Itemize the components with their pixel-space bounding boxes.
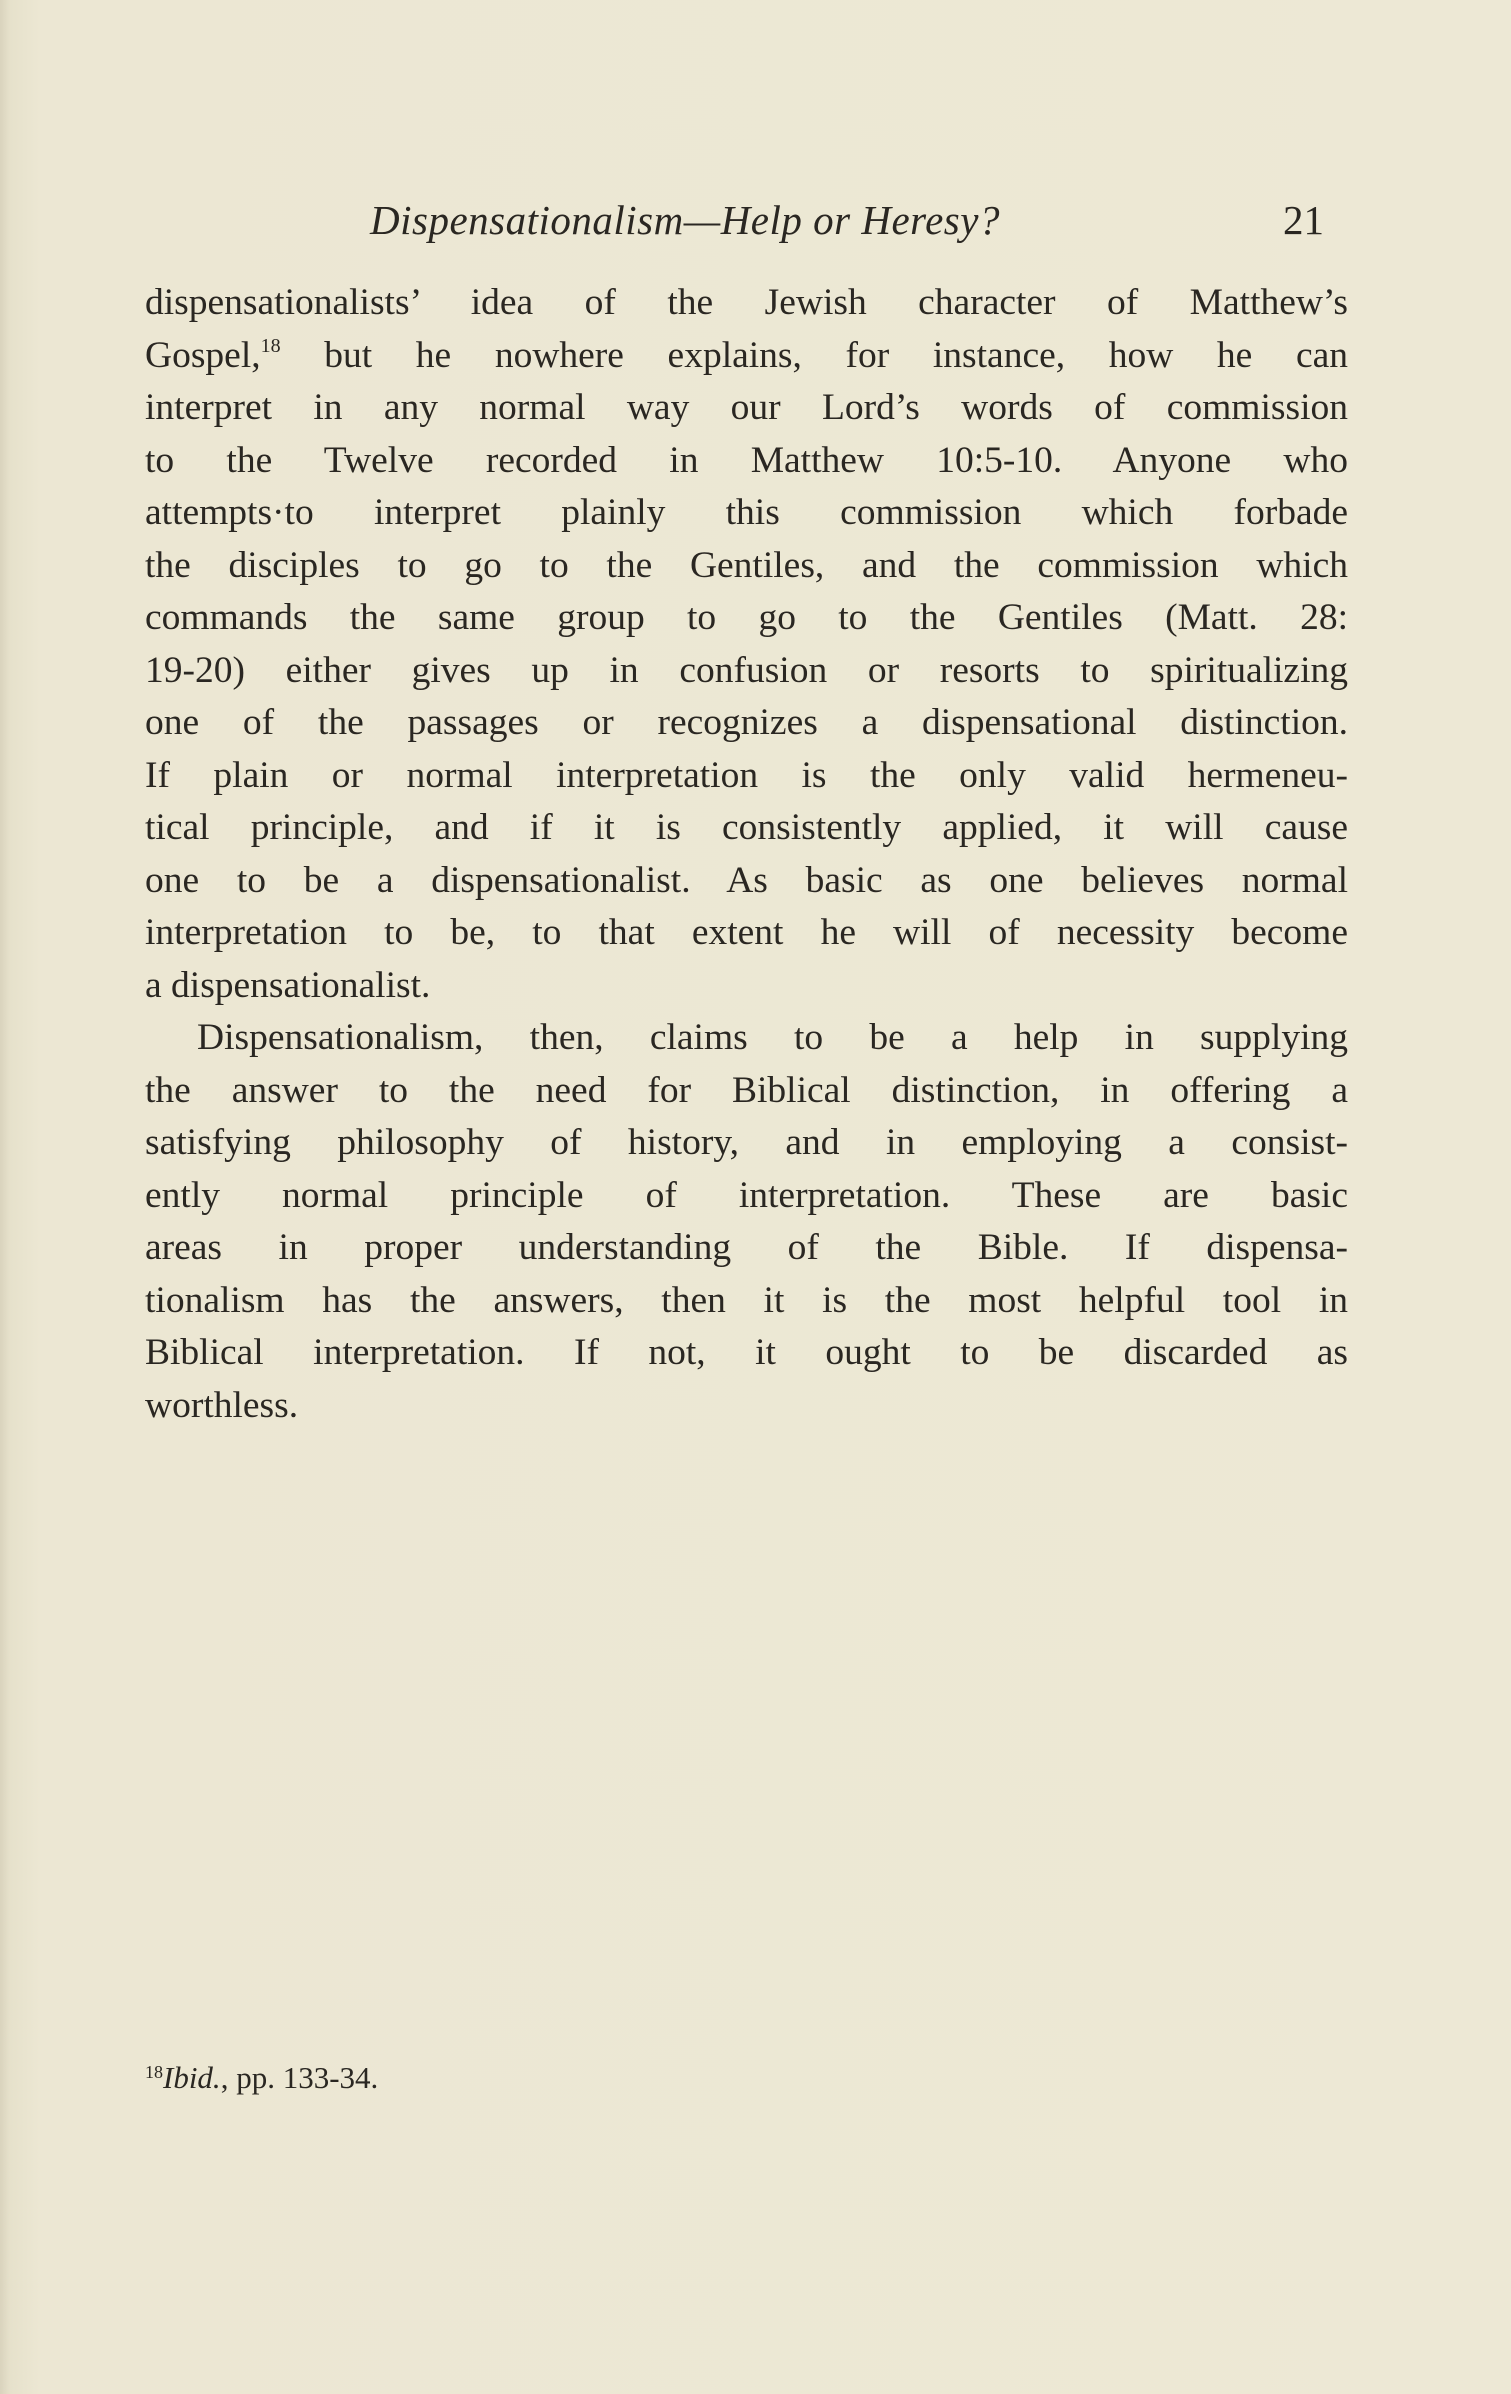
text-line: interpretation to be, to that extent he will of necessity become xyxy=(145,912,1348,953)
text-line: the disciples to go to the Gentiles, and the commission which xyxy=(145,544,1348,586)
text-segment: but he nowhere explains, for instance, how he can xyxy=(280,334,1348,376)
text-line: dispensationalists’ idea of the Jewish character of Matthew’s xyxy=(145,282,1348,323)
text-line: 19-20) either gives up in confusion or resorts to spiritualizing xyxy=(145,649,1348,691)
text-line: one of the passages or recognizes a dispensational distinction. xyxy=(145,702,1348,743)
text-line: If plain or normal interpretation is the only valid hermeneu- xyxy=(145,754,1348,796)
text-line: the answer to the need for Biblical distinction, in offering a xyxy=(145,1069,1348,1111)
text-segment: Gospel, xyxy=(145,334,261,376)
paragraph-1 xyxy=(145,277,1348,1012)
body-text xyxy=(145,277,1348,1432)
footnote xyxy=(145,2060,378,2096)
text-line: ently normal principle of interpretation. These are basic xyxy=(145,1174,1348,1216)
running-title: Dispensationalism—Help or Heresy? xyxy=(370,197,1000,243)
text-line: tionalism has the answers, then it is the most helpful tool in xyxy=(145,1279,1348,1321)
text-line: satisfying philosophy of history, and in employing a consist- xyxy=(145,1122,1348,1163)
text-line xyxy=(145,330,1348,383)
text-line: worthless. xyxy=(145,1384,299,1426)
footnote-pages: , pp. 133-34. xyxy=(220,2060,379,2095)
text-line: Biblical interpretation. If not, it ought to be discarded as xyxy=(145,1332,1348,1373)
paragraph-2 xyxy=(145,1012,1348,1432)
text-line: interpret in any normal way our Lord’s words of commission xyxy=(145,387,1348,428)
page-number: 21 xyxy=(1283,197,1324,243)
text-line: areas in proper understanding of the Bible. If dispensa- xyxy=(145,1227,1348,1268)
text-line: to the Twelve recorded in Matthew 10:5-10. Anyone who xyxy=(145,439,1348,481)
text-line: attempts·to interpret plainly this commission which forbade xyxy=(145,492,1348,533)
page-header xyxy=(145,196,1345,256)
text-line: tical principle, and if it is consistently applied, it will cause xyxy=(145,807,1348,848)
text-line: commands the same group to go to the Gentiles (Matt. 28: xyxy=(145,597,1348,638)
footnote-source: Ibid. xyxy=(163,2060,221,2095)
text-line: a dispensationalist. xyxy=(145,964,431,1006)
text-line: Dispensationalism, then, claims to be a help in supplying xyxy=(197,1017,1348,1058)
footnote-reference: 18 xyxy=(260,334,281,357)
footnote-marker: 18 xyxy=(145,2062,163,2082)
text-line: one to be a dispensationalist. As basic as one believes normal xyxy=(145,859,1348,901)
